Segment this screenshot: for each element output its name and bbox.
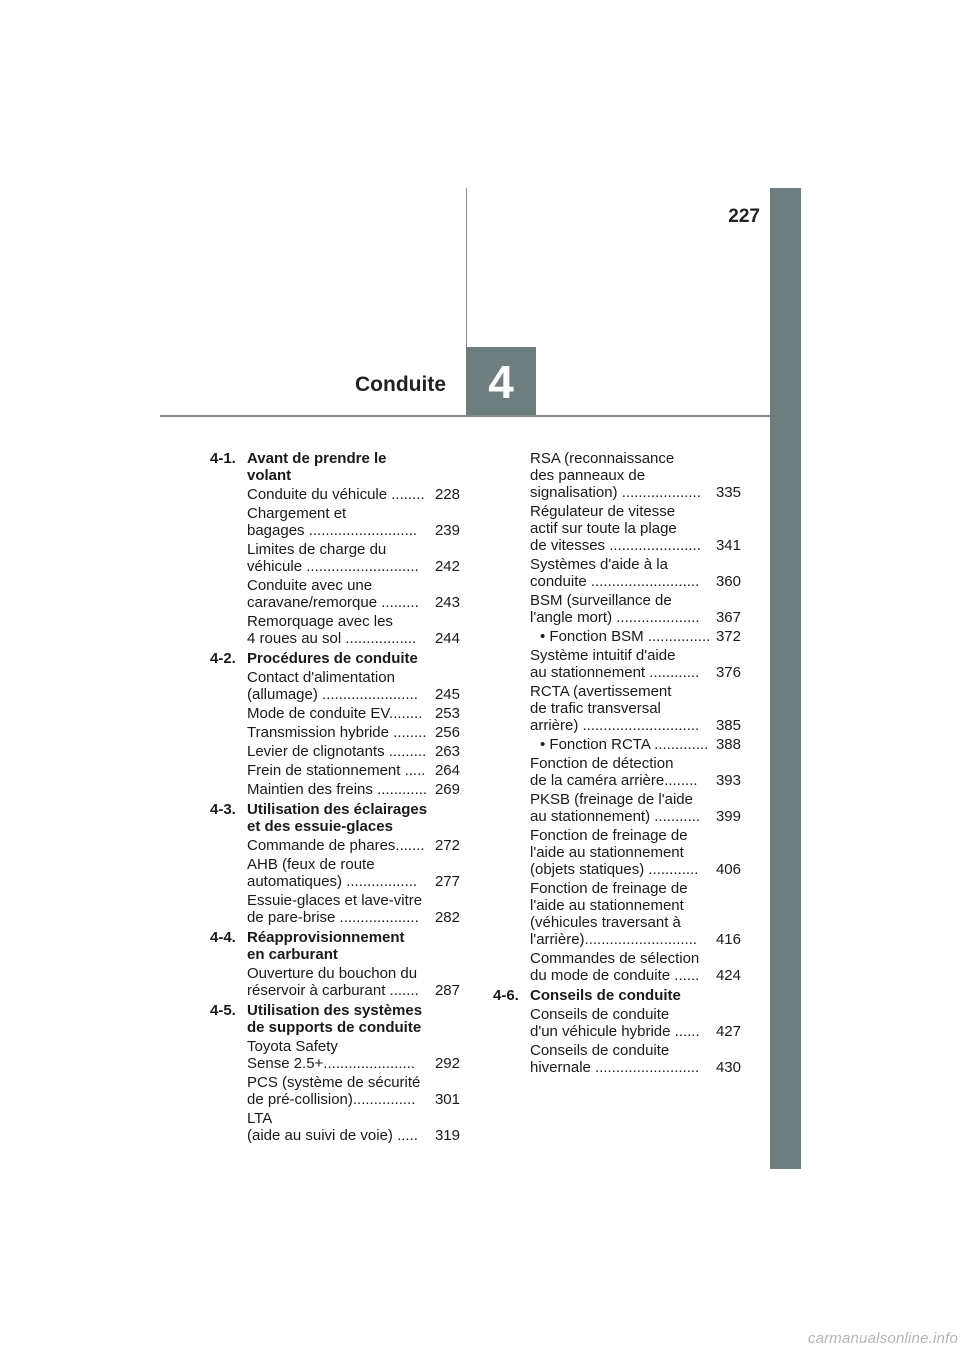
toc-entry[interactable] bbox=[247, 743, 460, 760]
toc-entry-text: BSM (surveillance de l'angle mort) .................... bbox=[530, 592, 700, 626]
toc-entry[interactable] bbox=[247, 1074, 460, 1108]
toc-entry-text: Conduite avec une caravane/remorque ......... bbox=[247, 577, 419, 611]
toc-entry-page: 416 bbox=[715, 931, 741, 948]
toc-entry-text: Toyota Safety Sense 2.5+...................... bbox=[247, 1038, 415, 1072]
toc-entry[interactable] bbox=[247, 965, 460, 999]
toc-entry[interactable] bbox=[247, 505, 460, 539]
toc-entry-page: 242 bbox=[434, 558, 460, 575]
toc-entry-text: AHB (feux de route automatiques) ................. bbox=[247, 856, 418, 890]
toc-entry-page: 269 bbox=[434, 781, 460, 798]
toc-entry[interactable] bbox=[247, 669, 460, 703]
toc-entry-page: 372 bbox=[715, 628, 741, 645]
toc-entry[interactable] bbox=[247, 541, 460, 575]
toc-entry[interactable] bbox=[530, 592, 741, 626]
toc-entry-page: 239 bbox=[434, 522, 460, 539]
toc-entry-page: 376 bbox=[715, 664, 741, 681]
toc-entry-page: 427 bbox=[715, 1023, 741, 1040]
toc-section-title[interactable]: Utilisation des systèmes de supports de conduite bbox=[247, 1002, 423, 1036]
toc-entry[interactable] bbox=[247, 1038, 460, 1072]
toc-right-column bbox=[493, 450, 741, 1079]
toc-entry-page: 292 bbox=[434, 1055, 460, 1072]
toc-entry[interactable] bbox=[530, 647, 741, 681]
toc-section-number: 4-4. bbox=[210, 929, 236, 946]
toc-entry[interactable] bbox=[530, 1042, 741, 1076]
toc-entry-text: Contact d'alimentation (allumage) ....................... bbox=[247, 669, 418, 703]
toc-entry[interactable] bbox=[247, 892, 460, 926]
toc-entry-page: 341 bbox=[715, 537, 741, 554]
toc-left-column bbox=[210, 450, 460, 1147]
toc-entry-text: Commandes de sélection du mode de conduite ...... bbox=[530, 950, 700, 984]
toc-entry-text: Conseils de conduite hivernale ......................... bbox=[530, 1042, 700, 1076]
toc-entry-text: • Fonction RCTA ............. bbox=[540, 736, 709, 753]
page-number: 227 bbox=[728, 206, 760, 227]
toc-section-title[interactable]: Procédures de conduite bbox=[247, 650, 418, 667]
toc-entry[interactable] bbox=[247, 781, 460, 798]
toc-entry-page: 245 bbox=[434, 686, 460, 703]
toc-entry[interactable] bbox=[530, 556, 741, 590]
toc-entry[interactable] bbox=[247, 613, 460, 647]
toc-entry-page: 385 bbox=[715, 717, 741, 734]
toc-section-number: 4-6. bbox=[493, 987, 519, 1004]
toc-entry[interactable] bbox=[530, 827, 741, 878]
toc-entry-page: 253 bbox=[434, 705, 460, 722]
toc-entry[interactable] bbox=[247, 486, 460, 503]
toc-entry[interactable] bbox=[247, 724, 460, 741]
toc-section-title[interactable]: Réapprovisionnement en carburant bbox=[247, 929, 405, 963]
toc-entry-page: 301 bbox=[434, 1091, 460, 1108]
toc-entry-text: Limites de charge du véhicule ........................... bbox=[247, 541, 419, 575]
toc-section-continuation bbox=[493, 450, 741, 984]
toc-entry-page: 277 bbox=[434, 873, 460, 890]
toc-entry-page: 244 bbox=[434, 630, 460, 647]
toc-entry-text: Conduite du véhicule ........ bbox=[247, 486, 425, 503]
toc-entry-text: Maintien des freins ............ bbox=[247, 781, 428, 798]
toc-entry-text: Essuie-glaces et lave-vitre de pare-brise ................... bbox=[247, 892, 423, 926]
toc-entry-page: 406 bbox=[715, 861, 741, 878]
toc-section bbox=[210, 1002, 460, 1144]
header-vertical-rule bbox=[466, 188, 467, 348]
toc-section-number: 4-3. bbox=[210, 801, 236, 818]
toc-entry-text: Conseils de conduite d'un véhicule hybride ...... bbox=[530, 1006, 700, 1040]
toc-entry[interactable] bbox=[247, 837, 460, 854]
toc-entry-page: 388 bbox=[715, 736, 741, 753]
toc-entry-text: RCTA (avertissement de trafic transversal arrière) ............................ bbox=[530, 683, 700, 734]
toc-section bbox=[210, 450, 460, 647]
header-horizontal-rule bbox=[160, 415, 770, 417]
toc-entry[interactable] bbox=[530, 950, 741, 984]
toc-section-number: 4-5. bbox=[210, 1002, 236, 1019]
toc-entry-text: Fonction de détection de la caméra arrière........ bbox=[530, 755, 698, 789]
toc-section bbox=[210, 801, 460, 926]
toc-entry-page: 287 bbox=[434, 982, 460, 999]
toc-section bbox=[210, 650, 460, 798]
toc-entry-page: 272 bbox=[434, 837, 460, 854]
toc-section-title[interactable]: Utilisation des éclairages et des essuie-glaces bbox=[247, 801, 428, 835]
toc-entry-text: PCS (système de sécurité de pré-collision)............... bbox=[247, 1074, 421, 1108]
toc-entry-page: 399 bbox=[715, 808, 741, 825]
chapter-title: Conduite bbox=[355, 373, 446, 396]
toc-entry-text: Fonction de freinage de l'aide au stationnement (véhicules traversant à l'arrière)........................... bbox=[530, 880, 698, 948]
toc-entry[interactable] bbox=[247, 577, 460, 611]
toc-entry[interactable] bbox=[530, 450, 741, 501]
toc-entry-text: Commande de phares....... bbox=[247, 837, 425, 854]
toc-entry[interactable] bbox=[247, 1110, 460, 1144]
toc-section-number: 4-2. bbox=[210, 650, 236, 667]
toc-entry-text: Mode de conduite EV........ bbox=[247, 705, 423, 722]
toc-entry[interactable] bbox=[530, 683, 741, 734]
toc-entry-page: 264 bbox=[434, 762, 460, 779]
toc-entry-page: 393 bbox=[715, 772, 741, 789]
toc-entry-page: 228 bbox=[434, 486, 460, 503]
toc-entry-text: Levier de clignotants ......... bbox=[247, 743, 427, 760]
toc-entry-page: 367 bbox=[715, 609, 741, 626]
toc-entry-page: 256 bbox=[434, 724, 460, 741]
toc-entry-page: 263 bbox=[434, 743, 460, 760]
toc-entry-text: Système intuitif d'aide au stationnement ............ bbox=[530, 647, 700, 681]
toc-entry-page: 319 bbox=[434, 1127, 460, 1144]
toc-entry[interactable] bbox=[247, 762, 460, 779]
toc-entry-page: 360 bbox=[715, 573, 741, 590]
toc-entry-text: LTA (aide au suivi de voie) ..... bbox=[247, 1110, 418, 1144]
toc-entry-text: RSA (reconnaissance des panneaux de signalisation) ................... bbox=[530, 450, 701, 501]
toc-entry-text: Fonction de freinage de l'aide au stationnement (objets statiques) ............ bbox=[530, 827, 699, 878]
toc-entry-text: Régulateur de vitesse actif sur toute la plage de vitesses ...................... bbox=[530, 503, 701, 554]
chapter-number-box: 4 bbox=[466, 347, 536, 416]
toc-entry-text: Remorquage avec les 4 roues au sol ................. bbox=[247, 613, 417, 647]
watermark: carmanualsonline.info bbox=[807, 1330, 958, 1347]
toc-section-title[interactable]: Conseils de conduite bbox=[530, 987, 681, 1004]
toc-entry-text: Systèmes d'aide à la conduite .......................... bbox=[530, 556, 700, 590]
chapter-side-tab bbox=[770, 188, 801, 1169]
toc-entry[interactable] bbox=[530, 880, 741, 948]
toc-section-number: 4-1. bbox=[210, 450, 236, 467]
toc-entry-text: • Fonction BSM ............... bbox=[540, 628, 711, 645]
toc-entry[interactable] bbox=[530, 1006, 741, 1040]
toc-entry-page: 430 bbox=[715, 1059, 741, 1076]
toc-entry[interactable] bbox=[247, 856, 460, 890]
toc-entry-text: Chargement et bagages .......................... bbox=[247, 505, 418, 539]
toc-entry[interactable] bbox=[530, 628, 741, 645]
toc-entry-page: 282 bbox=[434, 909, 460, 926]
toc-entry[interactable] bbox=[530, 736, 741, 753]
toc-entry-page: 243 bbox=[434, 594, 460, 611]
toc-section bbox=[493, 987, 741, 1076]
toc-entry-text: Frein de stationnement ..... bbox=[247, 762, 426, 779]
toc-entry[interactable] bbox=[247, 705, 460, 722]
toc-entry-page: 424 bbox=[715, 967, 741, 984]
toc-entry[interactable] bbox=[530, 755, 741, 789]
toc-entry-text: PKSB (freinage de l'aide au stationnement) ........... bbox=[530, 791, 701, 825]
toc-entry[interactable] bbox=[530, 503, 741, 554]
toc-entry[interactable] bbox=[530, 791, 741, 825]
toc-section-title[interactable]: Avant de prendre le volant bbox=[247, 450, 387, 484]
toc-section bbox=[210, 929, 460, 999]
toc-entry-text: Ouverture du bouchon du réservoir à carburant ....... bbox=[247, 965, 419, 999]
toc-entry-text: Transmission hybride ........ bbox=[247, 724, 427, 741]
toc-entry-page: 335 bbox=[715, 484, 741, 501]
